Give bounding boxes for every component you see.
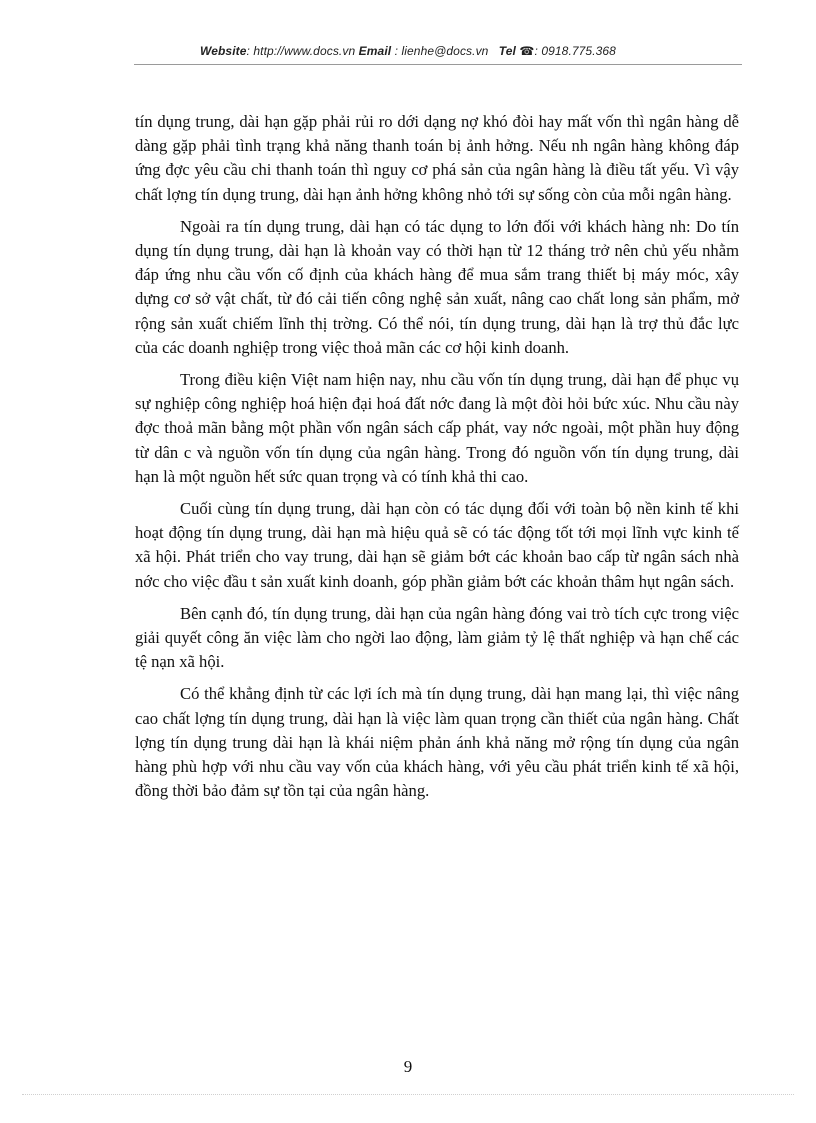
paragraph-1: tín dụng trung, dài hạn gặp phải rủi ro dới dạng nợ khó đòi hay mất vốn thì ngân hàng dễ dàng gặp phải tình trạng khả năng thanh toán bị ảnh hởng. Nếu nh ngân hàng không đáp ứng đợc yêu cầu chi thanh toán thì nguy cơ phá sản của ngân hàng là điều tất yếu. Vì vậy chất lợng tín dụng trung, dài hạn ảnh hởng không nhỏ tới sự sống còn của mỗi ngân hàng. xyxy=(135,112,739,204)
email-label: Email xyxy=(358,44,392,58)
email-value: : lienhe@docs.vn xyxy=(391,44,489,58)
phone-icon: ☎ xyxy=(519,44,535,58)
page-header xyxy=(0,44,816,58)
paragraph-6: Có thể khẳng định từ các lợi ích mà tín dụng trung, dài hạn mang lại, thì việc nâng cao chất lợng tín dụng trung, dài hạn là việc làm quan trọng cần thiết của ngân hàng. Chất lợng tín dụng trung dài hạn là khái niệm phản ánh khả năng mở rộng tín dụng của ngân hàng phù hợp với nhu cầu vay vốn của khách hàng, với yêu cầu phát triển kinh tế xã hội, đồng thời bảo đảm sự tồn tại của ngân hàng. xyxy=(135,684,739,801)
header-divider xyxy=(134,64,742,65)
tel-label: Tel xyxy=(498,44,516,58)
paragraph-5: Bên cạnh đó, tín dụng trung, dài hạn của ngân hàng đóng vai trò tích cực trong việc giải quyết công ăn việc làm cho ngời lao động, làm giảm tỷ lệ thất nghiệp và hạn chế các tệ nạn xã hội. xyxy=(135,603,739,672)
paragraph-3: Trong điều kiện Việt nam hiện nay, nhu cầu vốn tín dụng trung, dài hạn để phục vụ sự nghiệp công nghiệp hoá hiện đại hoá đất nớc đang là một đòi hỏi bức xúc. Nhu cầu này đợc thoả mãn bằng một phần vốn ngân sách cấp phát, vay nớc ngoài, một phần huy động từ dân c và nguồn vốn tín dụng của ngân hàng. Trong đó nguồn vốn tín dụng trung, dài hạn là một nguồn hết sức quan trọng và có tính khả thi cao. xyxy=(135,370,739,486)
footer-divider xyxy=(22,1094,794,1095)
website-value: : http://www.docs.vn xyxy=(246,44,356,58)
tel-value: : 0918.775.368 xyxy=(534,44,616,58)
paragraph-2: Ngoài ra tín dụng trung, dài hạn có tác dụng to lớn đối với khách hàng nh: Do tín dụng tín dụng trung, dài hạn là khoản vay có thời hạn từ 12 tháng trở nên chủ yếu nhằm đáp ứng nhu cầu vốn cố định của khách hàng để mua sắm trang thiết bị máy móc, xây dựng cơ sở vật chất, từ đó cải tiến công nghệ sản xuất, nâng cao chất long sản phẩm, mở rộng sản xuất chiếm lĩnh thị trờng. Có thể nói, tín dụng trung, dài hạn là trợ thủ đắc lực của các doanh nghiệp trong việc thoả mãn các cơ hội kinh doanh. xyxy=(135,216,739,357)
paragraph-4: Cuối cùng tín dụng trung, dài hạn còn có tác dụng đối với toàn bộ nền kinh tế khi hoạt động tín dụng trung, dài hạn mà hiệu quả sẽ có tác động tốt tới mọi lĩnh vực kinh tế xã hội. Phát triển cho vay trung, dài hạn sẽ giảm bớt các khoản bao cấp từ ngân sách nhà nớc cho việc đầu t sản xuất kinh doanh, góp phần giảm bớt các khoản thâm hụt ngân sách. xyxy=(135,499,739,591)
website-label: Website xyxy=(200,44,247,58)
page-number: 9 xyxy=(403,1057,413,1076)
document-body xyxy=(135,110,739,811)
